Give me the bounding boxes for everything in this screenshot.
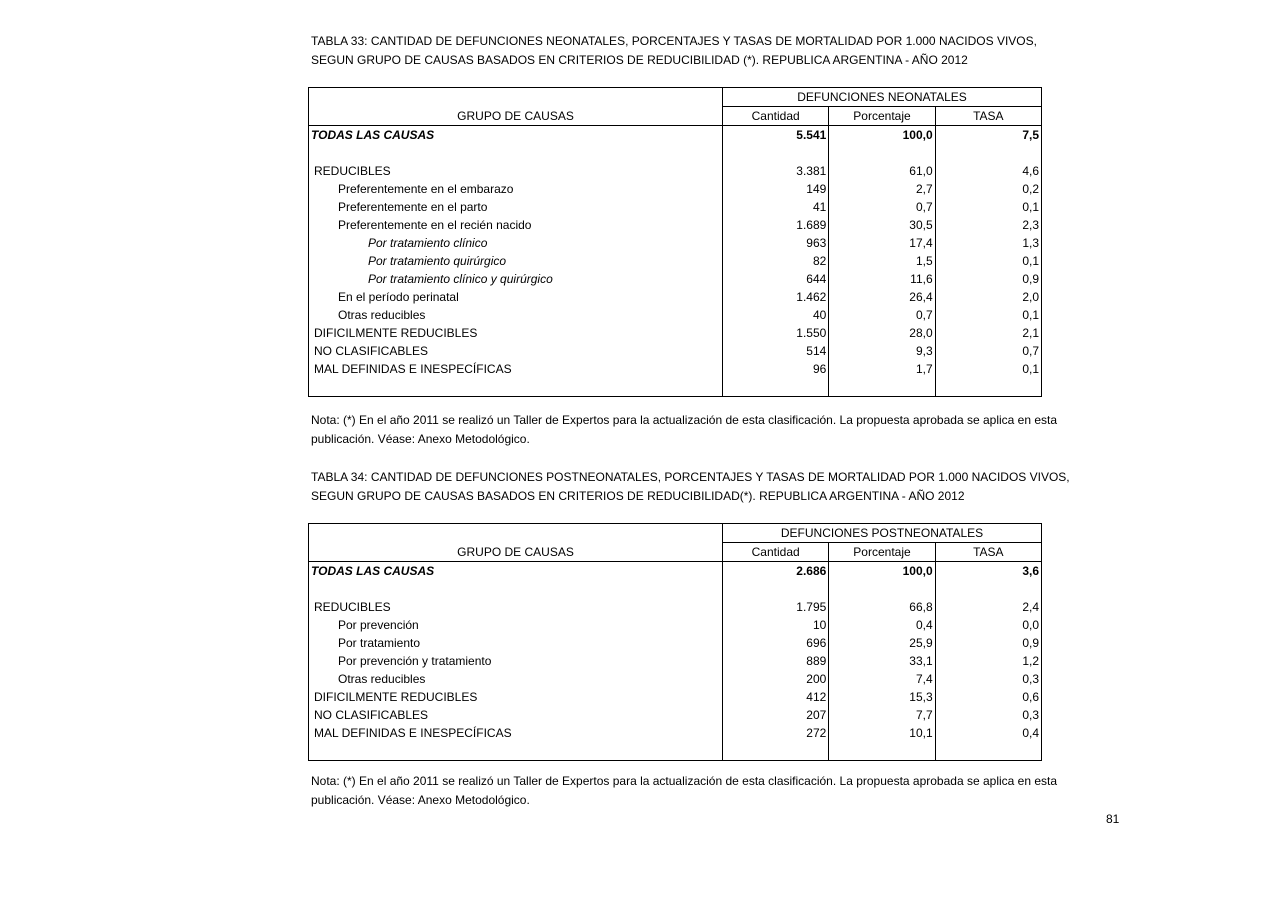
row-porcentaje: 9,3 [829, 342, 935, 360]
table-row [309, 234, 1042, 252]
row-porcentaje [829, 144, 935, 162]
row-label: NO CLASIFICABLES [314, 708, 429, 722]
row-tasa: 2,0 [935, 288, 1041, 306]
row-porcentaje: 25,9 [829, 634, 935, 652]
table-row [309, 670, 1042, 688]
row-cantidad: 2.686 [723, 562, 829, 581]
row-label [309, 580, 723, 598]
page-number: 81 [1106, 812, 1120, 826]
row-cantidad: 5.541 [723, 126, 829, 145]
row-porcentaje: 2,7 [829, 180, 935, 198]
row-cantidad [723, 144, 829, 162]
table34 [308, 523, 1042, 761]
row-tasa: 2,3 [935, 216, 1041, 234]
table-row [309, 360, 1042, 378]
row-label: TODAS LAS CAUSAS [311, 128, 435, 142]
row-porcentaje [829, 742, 935, 761]
table-row [309, 634, 1042, 652]
table34-note-line2: publicación. Véase: Anexo Metodológico. [311, 793, 530, 807]
row-label: Otras reducibles [338, 672, 426, 686]
table-row [309, 324, 1042, 342]
row-cantidad: 10 [723, 616, 829, 634]
row-tasa: 0,0 [935, 616, 1041, 634]
row-cantidad: 200 [723, 670, 829, 688]
table33-title-line1: TABLA 33: CANTIDAD DE DEFUNCIONES NEONATALES, PORCENTAJES Y TASAS DE MORTALIDAD POR 1.000 NACIDOS VIVOS, [311, 34, 1037, 48]
table-row [309, 562, 1042, 581]
row-tasa: 7,5 [935, 126, 1041, 145]
header-row-columns [309, 543, 1042, 562]
row-cantidad: 272 [723, 724, 829, 742]
row-tasa: 4,6 [935, 162, 1041, 180]
row-porcentaje: 7,7 [829, 706, 935, 724]
row-label: Por prevención [338, 618, 419, 632]
row-tasa: 0,1 [935, 198, 1041, 216]
row-cantidad [723, 742, 829, 761]
row-cantidad: 96 [723, 360, 829, 378]
row-label: Preferentemente en el recién nacido [338, 218, 532, 232]
row-cantidad: 412 [723, 688, 829, 706]
row-tasa: 3,6 [935, 562, 1041, 581]
row-cantidad [723, 580, 829, 598]
table-row [309, 598, 1042, 616]
header-row-group [309, 88, 1042, 107]
table33-note-line1: Nota: (*) En el año 2011 se realizó un Taller de Expertos para la actualización de esta clasificación. La propuesta aprobada se aplica en esta [311, 413, 1058, 427]
table-row [309, 288, 1042, 306]
col-header-porcentaje: Porcentaje [829, 543, 935, 562]
table-row [309, 706, 1042, 724]
row-cantidad: 40 [723, 306, 829, 324]
table-row [309, 652, 1042, 670]
row-cantidad: 149 [723, 180, 829, 198]
row-tasa: 2,4 [935, 598, 1041, 616]
row-porcentaje: 33,1 [829, 652, 935, 670]
row-tasa: 1,2 [935, 652, 1041, 670]
row-tasa: 0,1 [935, 306, 1041, 324]
row-tasa: 0,6 [935, 688, 1041, 706]
row-porcentaje: 0,7 [829, 306, 935, 324]
row-tasa: 0,1 [935, 252, 1041, 270]
row-cantidad: 1.795 [723, 598, 829, 616]
col-header-cantidad: Cantidad [723, 107, 829, 126]
row-porcentaje: 26,4 [829, 288, 935, 306]
row-label: Por tratamiento clínico [368, 236, 488, 250]
row-tasa [935, 144, 1041, 162]
row-label: DIFICILMENTE REDUCIBLES [314, 326, 478, 340]
row-tasa: 2,1 [935, 324, 1041, 342]
table-row [309, 198, 1042, 216]
row-label [309, 742, 723, 761]
col-header-tasa: TASA [935, 107, 1041, 126]
table-row [309, 126, 1042, 145]
table-row [309, 742, 1042, 761]
row-porcentaje: 11,6 [829, 270, 935, 288]
col-header-cantidad: Cantidad [723, 543, 829, 562]
row-cantidad: 514 [723, 342, 829, 360]
row-tasa: 0,1 [935, 360, 1041, 378]
row-cantidad: 3.381 [723, 162, 829, 180]
row-tasa: 0,4 [935, 724, 1041, 742]
row-label [309, 144, 723, 162]
row-porcentaje: 66,8 [829, 598, 935, 616]
group-header: DEFUNCIONES POSTNEONATALES [723, 524, 1042, 543]
row-porcentaje [829, 580, 935, 598]
table-row [309, 688, 1042, 706]
row-label: Preferentemente en el embarazo [338, 182, 514, 196]
row-porcentaje: 0,4 [829, 616, 935, 634]
row-porcentaje: 15,3 [829, 688, 935, 706]
row-porcentaje: 28,0 [829, 324, 935, 342]
row-tasa [935, 378, 1041, 397]
row-porcentaje: 10,1 [829, 724, 935, 742]
row-cantidad: 207 [723, 706, 829, 724]
table-row [309, 724, 1042, 742]
row-label [309, 378, 723, 397]
row-cantidad: 1.462 [723, 288, 829, 306]
row-porcentaje: 30,5 [829, 216, 935, 234]
row-label: Por tratamiento clínico y quirúrgico [368, 272, 553, 286]
row-cantidad: 1.550 [723, 324, 829, 342]
row-porcentaje: 7,4 [829, 670, 935, 688]
row-porcentaje: 61,0 [829, 162, 935, 180]
row-label: REDUCIBLES [314, 164, 391, 178]
table-row [309, 616, 1042, 634]
row-cantidad: 41 [723, 198, 829, 216]
row-label: Por prevención y tratamiento [338, 654, 492, 668]
row-tasa: 0,9 [935, 634, 1041, 652]
row-porcentaje [829, 378, 935, 397]
row-cantidad: 644 [723, 270, 829, 288]
row-label: TODAS LAS CAUSAS [311, 564, 435, 578]
row-label: DIFICILMENTE REDUCIBLES [314, 690, 478, 704]
table34-note-line1: Nota: (*) En el año 2011 se realizó un Taller de Expertos para la actualización de esta clasificación. La propuesta aprobada se aplica en esta [311, 774, 1058, 788]
table-row [309, 342, 1042, 360]
row-label: En el período perinatal [338, 290, 459, 304]
col-header-porcentaje: Porcentaje [829, 107, 935, 126]
row-tasa: 0,9 [935, 270, 1041, 288]
table-row [309, 580, 1042, 598]
row-label: Por tratamiento [338, 636, 421, 650]
row-label: REDUCIBLES [314, 600, 391, 614]
row-label: NO CLASIFICABLES [314, 344, 429, 358]
row-tasa: 0,3 [935, 670, 1041, 688]
group-header: DEFUNCIONES NEONATALES [723, 88, 1042, 107]
row-label: Por tratamiento quirúrgico [368, 254, 507, 268]
table33 [308, 87, 1042, 397]
row-tasa: 1,3 [935, 234, 1041, 252]
row-cantidad: 696 [723, 634, 829, 652]
table-row [309, 216, 1042, 234]
table34-title-line2: SEGUN GRUPO DE CAUSAS BASADOS EN CRITERIOS DE REDUCIBILIDAD(*). REPUBLICA ARGENTINA - AÑO 2012 [311, 489, 965, 503]
row-porcentaje: 100,0 [829, 562, 935, 581]
row-porcentaje: 1,7 [829, 360, 935, 378]
row-porcentaje: 17,4 [829, 234, 935, 252]
row-cantidad: 963 [723, 234, 829, 252]
col-header-tasa: TASA [935, 543, 1041, 562]
table-row [309, 378, 1042, 397]
row-tasa: 0,7 [935, 342, 1041, 360]
row-porcentaje: 0,7 [829, 198, 935, 216]
row-cantidad [723, 378, 829, 397]
header-row-group [309, 524, 1042, 543]
table-row [309, 162, 1042, 180]
row-cantidad: 889 [723, 652, 829, 670]
table34-title-line1: TABLA 34: CANTIDAD DE DEFUNCIONES POSTNEONATALES, PORCENTAJES Y TASAS DE MORTALIDAD POR 1.000 NACIDOS VIVOS, [311, 470, 1070, 484]
table-row [309, 180, 1042, 198]
table-row [309, 306, 1042, 324]
row-tasa [935, 580, 1041, 598]
row-tasa [935, 742, 1041, 761]
col-header-causas: GRUPO DE CAUSAS [309, 107, 723, 126]
header-row-columns [309, 107, 1042, 126]
row-label: Otras reducibles [338, 308, 426, 322]
table-row [309, 252, 1042, 270]
row-porcentaje: 100,0 [829, 126, 935, 145]
row-cantidad: 82 [723, 252, 829, 270]
row-tasa: 0,3 [935, 706, 1041, 724]
table33-title-line2: SEGUN GRUPO DE CAUSAS BASADOS EN CRITERIOS DE REDUCIBILIDAD (*). REPUBLICA ARGENTINA - AÑO 2012 [311, 53, 968, 67]
row-porcentaje: 1,5 [829, 252, 935, 270]
row-cantidad: 1.689 [723, 216, 829, 234]
row-label: MAL DEFINIDAS E INESPECÍFICAS [314, 362, 512, 376]
row-label: MAL DEFINIDAS E INESPECÍFICAS [314, 726, 512, 740]
table33-note-line2: publicación. Véase: Anexo Metodológico. [311, 432, 530, 446]
col-header-causas: GRUPO DE CAUSAS [309, 543, 723, 562]
row-label: Preferentemente en el parto [338, 200, 488, 214]
row-tasa: 0,2 [935, 180, 1041, 198]
table-row [309, 270, 1042, 288]
table-row [309, 144, 1042, 162]
